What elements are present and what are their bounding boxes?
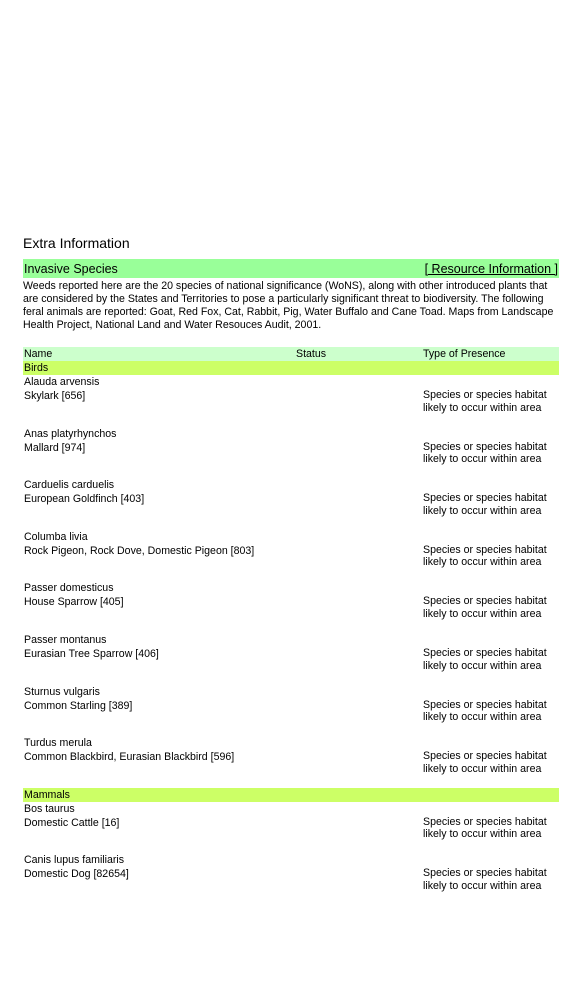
species-common-name: Mallard [974] [24, 441, 86, 454]
species-scientific-name: Canis lupus familiaris [24, 854, 125, 867]
species-row [23, 581, 559, 633]
species-common-name: Common Blackbird, Eurasian Blackbird [596] [24, 751, 235, 764]
species-presence: Species or species habitat likely to occur within area [423, 389, 547, 414]
species-row [23, 802, 559, 854]
species-row [23, 736, 559, 788]
species-presence: Species or species habitat likely to occur within area [423, 867, 547, 893]
species-groups [23, 361, 559, 905]
section-description: Weeds reported here are the 20 species of national significance (WoNS), along with other introduced plants that are considered by the States and Territories to pose a particularly significant threat to biodiversity. The following feral animals are reported: Goat, Red Fox, Cat, Rabbit, Pig, Water Buffalo and Cane Toad. Maps from Landscape Health Project, National Land and Water Resouces Audit, 2001. [23, 280, 554, 331]
table-header [23, 347, 559, 361]
species-common-name: House Sparrow [405] [24, 596, 124, 609]
species-common-name: Eurasian Tree Sparrow [406] [24, 647, 159, 660]
group-header-mammals: Mammals [23, 788, 559, 802]
column-header-name: Name [24, 348, 53, 360]
species-row [23, 685, 559, 737]
species-common-name: European Goldfinch [403] [24, 493, 145, 506]
species-row [23, 478, 559, 530]
report-content [23, 235, 559, 905]
species-scientific-name: Sturnus vulgaris [24, 685, 100, 698]
species-presence: Species or species habitat likely to occur within area [423, 492, 547, 517]
species-presence: Species or species habitat likely to occur within area [423, 646, 547, 672]
species-presence: Species or species habitat likely to occur within area [423, 440, 547, 466]
species-common-name: Domestic Dog [82654] [24, 868, 129, 881]
page-title: Extra Information [23, 235, 130, 251]
species-row [23, 530, 559, 582]
species-common-name: Common Starling [389] [24, 699, 133, 712]
species-presence: Species or species habitat likely to occur within area [423, 543, 547, 569]
species-presence: Species or species habitat likely to occur within area [423, 698, 547, 724]
species-scientific-name: Turdus merula [24, 737, 92, 750]
species-presence: Species or species habitat likely to occur within area [423, 815, 547, 841]
column-header-status: Status [296, 348, 327, 360]
section-header-bar [23, 259, 559, 278]
resource-information-link[interactable]: [ Resource Information ] [424, 261, 558, 276]
species-scientific-name: Bos taurus [24, 802, 75, 815]
species-common-name: Rock Pigeon, Rock Dove, Domestic Pigeon [803] [24, 544, 255, 557]
species-row [23, 375, 559, 427]
section-title: Invasive Species [24, 261, 118, 276]
species-presence: Species or species habitat likely to occur within area [423, 595, 547, 621]
species-presence: Species or species habitat likely to occur within area [423, 750, 547, 775]
group-header-birds: Birds [23, 361, 559, 375]
species-scientific-name: Passer domesticus [24, 582, 114, 595]
species-row [23, 427, 559, 479]
species-scientific-name: Carduelis carduelis [24, 479, 115, 492]
species-row [23, 853, 559, 905]
species-common-name: Domestic Cattle [16] [24, 816, 120, 829]
column-header-presence: Type of Presence [423, 348, 506, 360]
species-scientific-name: Anas platyrhynchos [24, 427, 117, 440]
species-scientific-name: Columba livia [24, 530, 88, 543]
species-scientific-name: Alauda arvensis [24, 376, 100, 388]
species-table [23, 347, 559, 905]
species-scientific-name: Passer montanus [24, 633, 107, 646]
species-row [23, 633, 559, 685]
species-common-name: Skylark [656] [24, 390, 86, 402]
